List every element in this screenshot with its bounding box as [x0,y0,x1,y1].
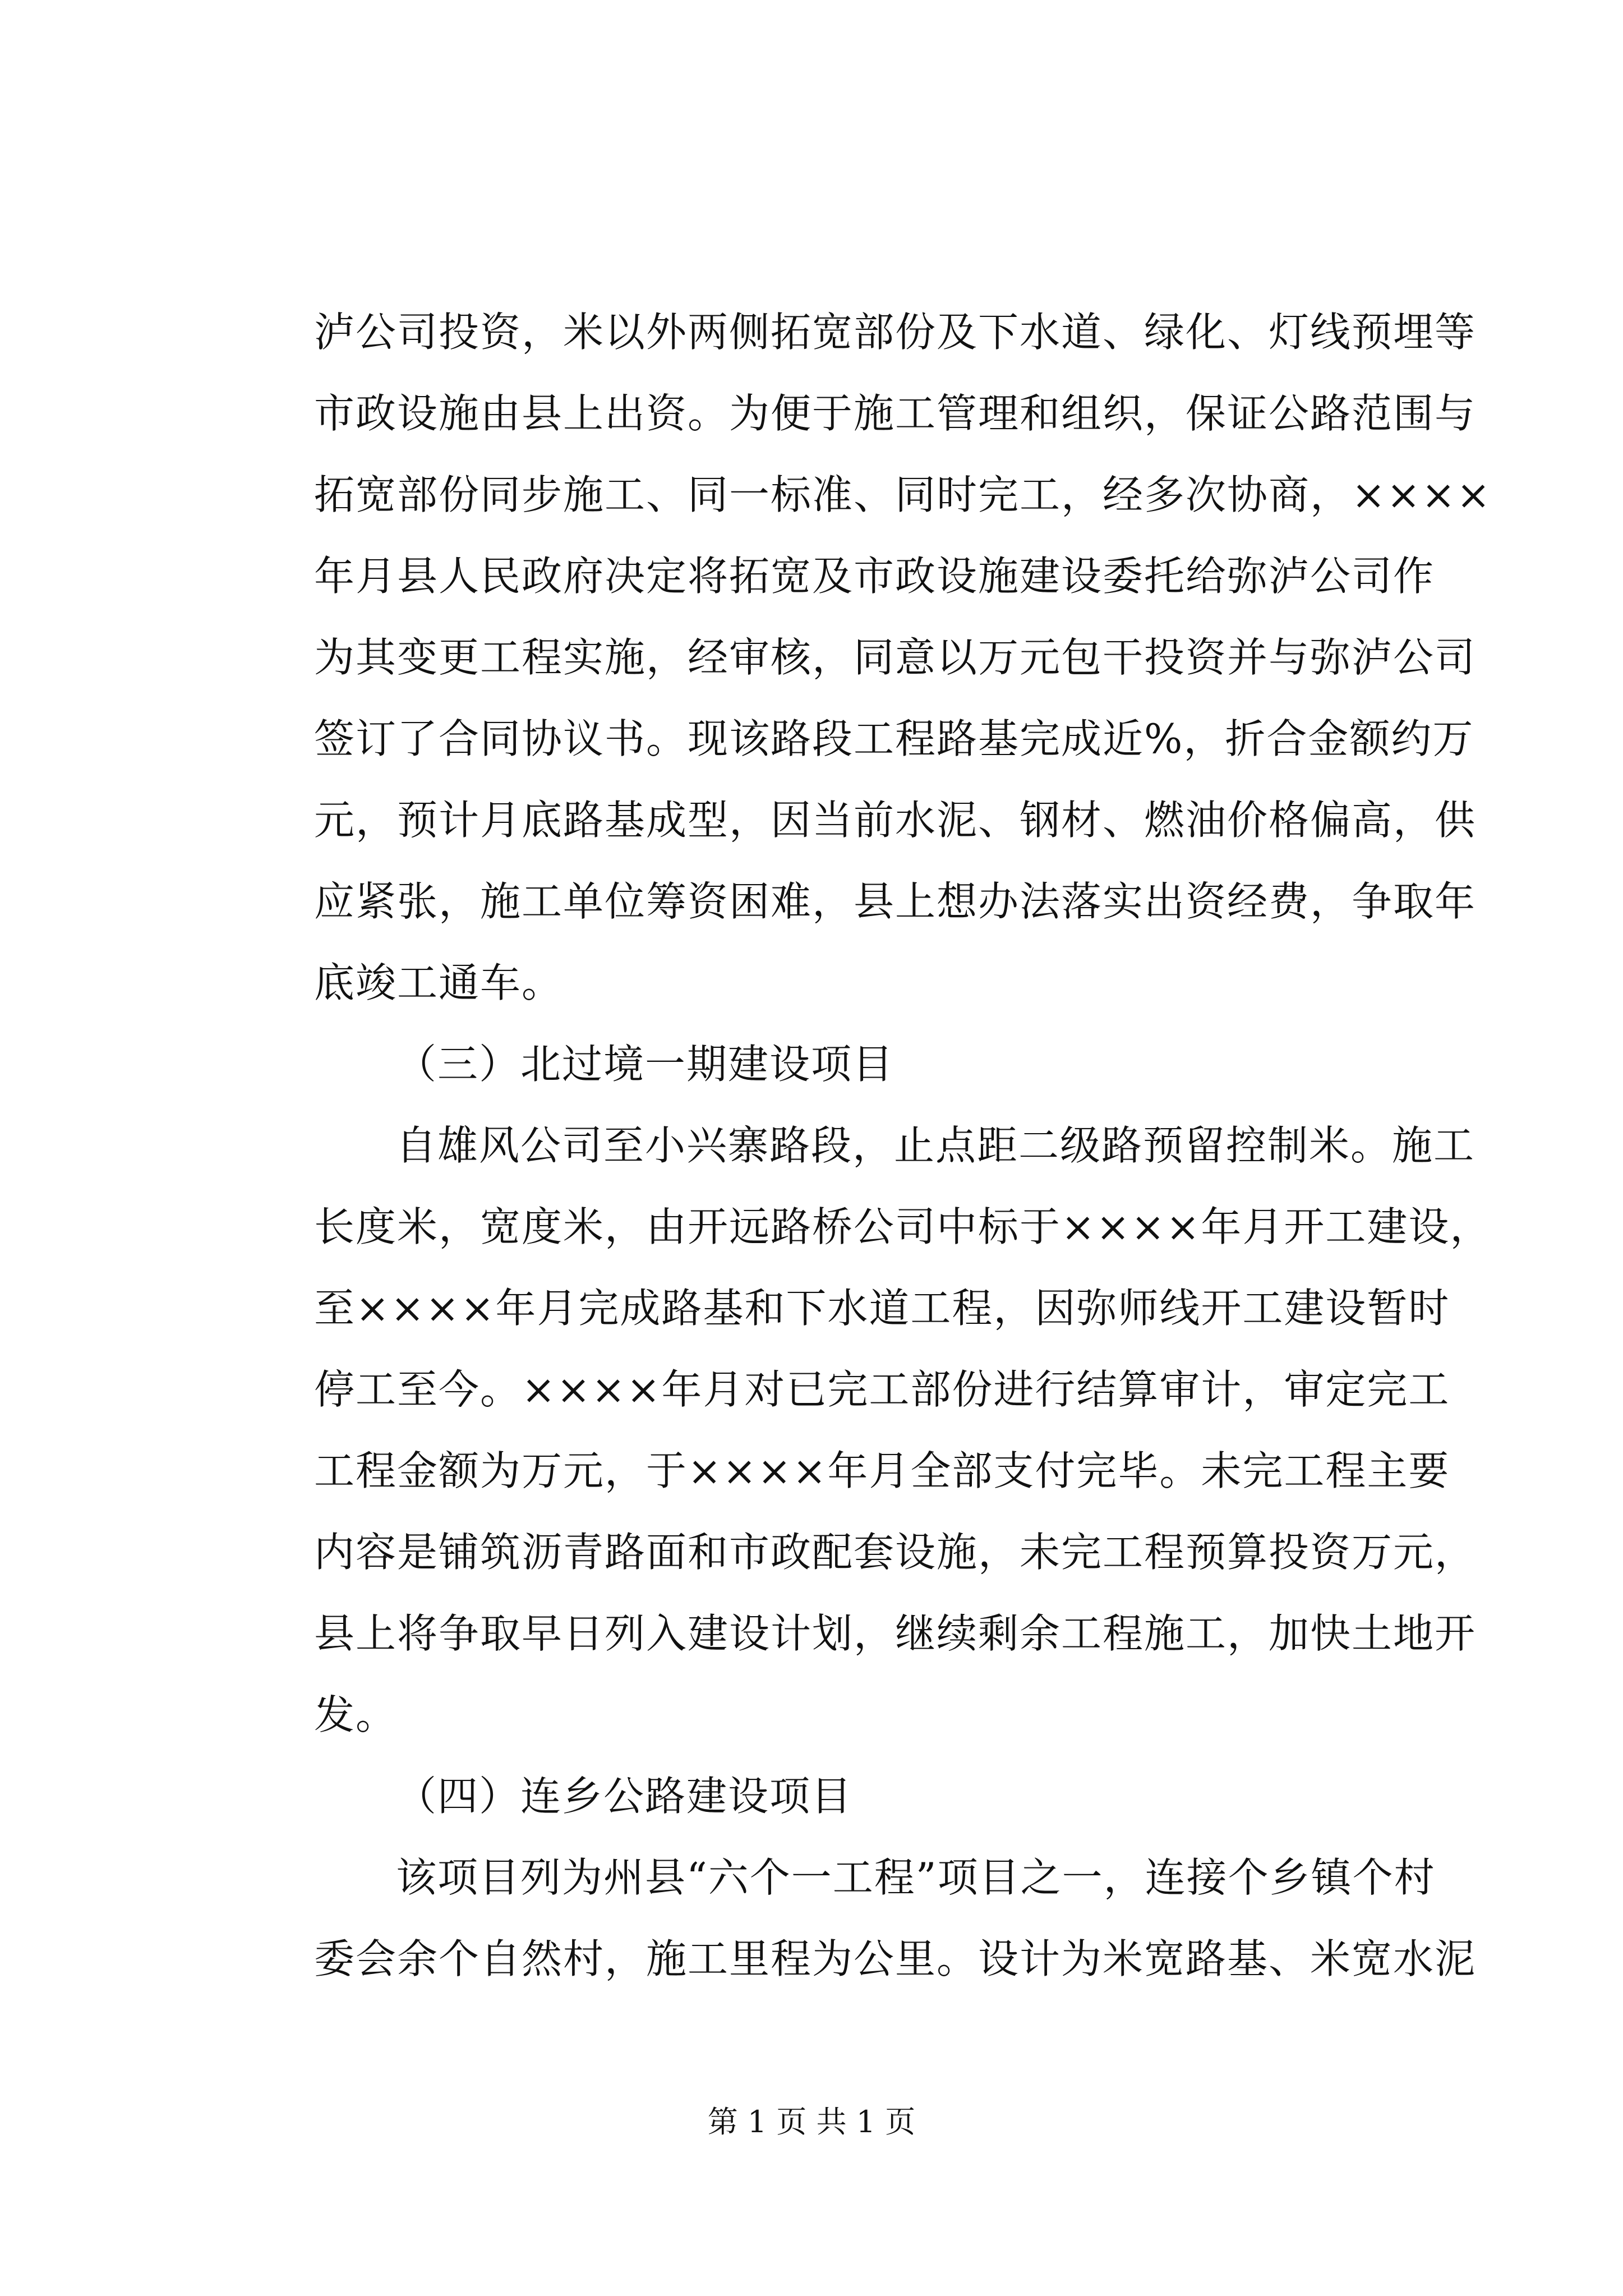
paragraph-line: 长度米，宽度米，由开远路桥公司中标于××××年月开工建设， [314,1203,1492,1250]
paragraph-line: 签订了合同协议书。现该路段工程路基完成近%，折合金额约万 [314,715,1474,762]
paragraph-line: 拓宽部份同步施工、同一标准、同时完工，经多次协商，×××× [314,471,1492,518]
section-heading: （四）连乡公路建设项目 [396,1773,853,1820]
paragraph-line: 为其变更工程实施，经审核，同意以万元包干投资并与弥泸公司 [314,634,1477,681]
paragraph-line: 自雄风公司至小兴寨路段，止点距二级路预留控制米。施工 [396,1122,1476,1169]
paragraph-line: 内容是铺筑沥青路面和市政配套设施，未完工程预算投资万元， [314,1529,1477,1576]
paragraph-line: 停工至今。××××年月对已完工部份进行结算审计，审定完工 [314,1366,1450,1413]
paragraph-line: 泸公司投资，米以外两侧拓宽部份及下水道、绿化、灯线预埋等 [314,309,1477,356]
paragraph-line: 底竣工通车。 [314,959,564,1006]
section-heading: （三）北过境一期建设项目 [396,1041,895,1088]
paragraph-line: 县上将争取早日列入建设计划，继续剩余工程施工，加快土地开 [314,1610,1477,1657]
document-body [314,292,1492,2000]
page-footer: 第 1 页 共 1 页 [707,2104,916,2139]
paragraph-line: 元，预计月底路基成型，因当前水泥、钢材、燃油价格偏高，供 [314,797,1477,844]
paragraph-line: 发。 [314,1691,398,1738]
paragraph-line: 委会余个自然村，施工里程为公里。设计为米宽路基、米宽水泥 [314,1935,1477,1982]
paragraph-line: 该项目列为州县“六个一工程”项目之一，连接个乡镇个村 [396,1854,1436,1901]
paragraph-line: 市政设施由县上出资。为便于施工管理和组织，保证公路范围与 [314,390,1477,437]
paragraph-line: 应紧张，施工单位筹资困难，县上想办法落实出资经费，争取年 [314,878,1477,925]
paragraph-line: 至××××年月完成路基和下水道工程，因弥师线开工建设暂时 [314,1285,1450,1332]
paragraph-line: 年月县人民政府决定将拓宽及市政设施建设委托给弥泸公司作 [314,553,1435,600]
paragraph-line: 工程金额为万元，于××××年月全部支付完毕。未完工程主要 [314,1447,1450,1494]
